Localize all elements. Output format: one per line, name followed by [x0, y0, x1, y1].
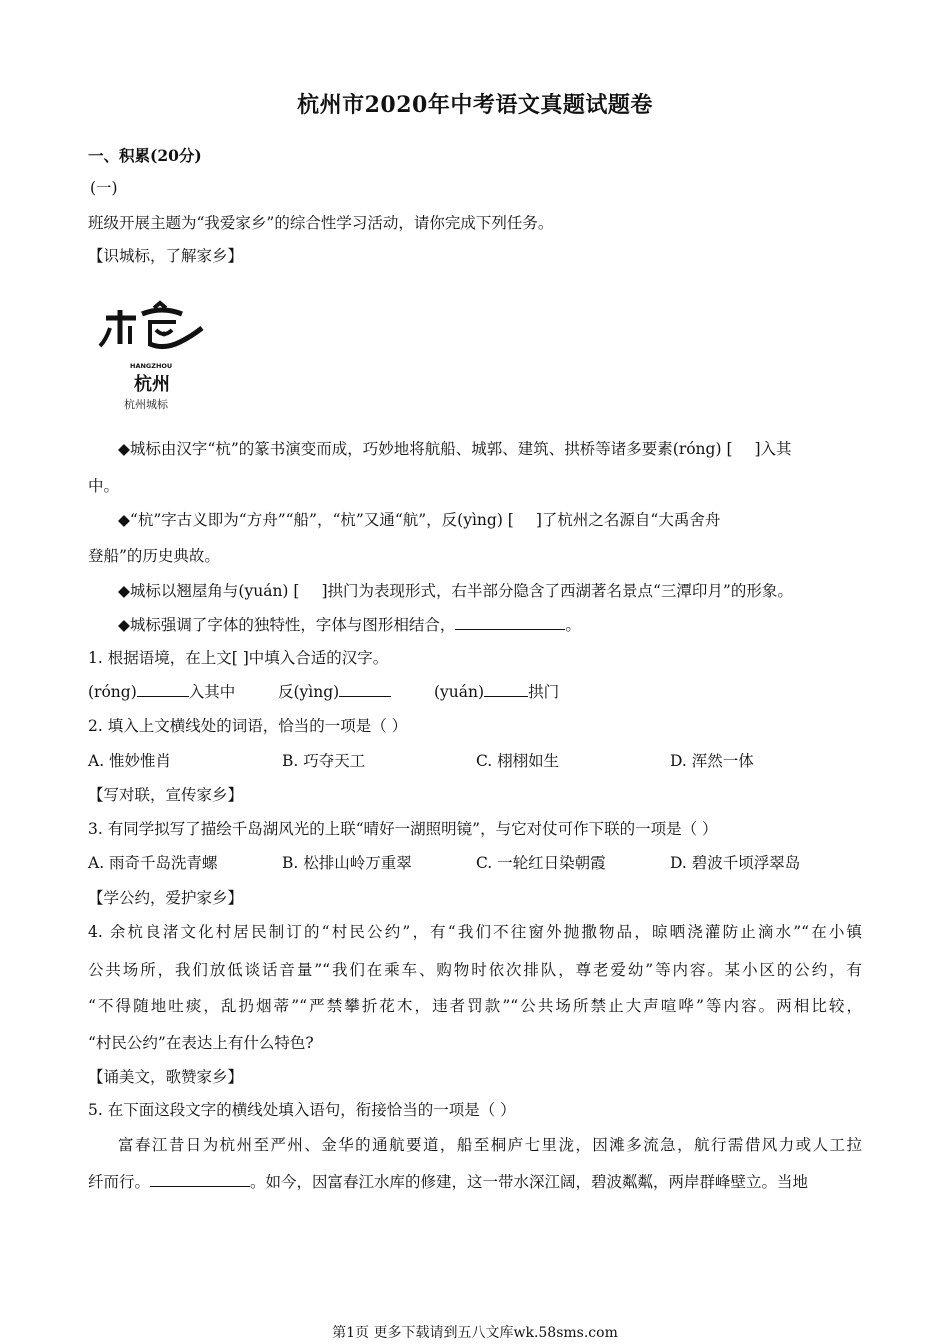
heading-convention: 【学公约，爱护家乡】	[88, 889, 244, 907]
q1-blank-a	[88, 682, 235, 702]
q1-blank-c	[434, 682, 559, 702]
q2-option-d[interactable]: D. 浑然一体	[670, 752, 754, 770]
bullet-2-line-2: 登船”的历史典故。	[88, 547, 220, 565]
heading-recite: 【诵美文，歌赞家乡】	[88, 1068, 244, 1086]
question-4-line-1: 4. 余杭良渚文化村居民制订的“村民公约”，有“我们不往窗外抛撒物品，晾晒浇灌防止滴水”“在小镇	[88, 923, 862, 941]
bullet-4-tail: 。	[565, 616, 581, 634]
q1-c-blank[interactable]	[484, 682, 528, 697]
page-footer: 第1页 更多下载请到五八文库wk.58sms.com	[332, 1325, 618, 1341]
heading-couplet: 【写对联，宣传家乡】	[88, 786, 244, 804]
bullet-1-line-2: 中。	[88, 477, 120, 495]
q3-option-c[interactable]: C. 一轮红日染朝霞	[476, 854, 606, 872]
logo-caption: 杭州城标	[124, 398, 168, 411]
bullet-1-line-1	[118, 439, 792, 459]
question-5: 5. 在下面这段文字的横线处填入语句，衔接恰当的一项是（ ）	[88, 1101, 516, 1119]
q5-passage-start: 纤而行。	[88, 1173, 151, 1191]
q5-passage-line-1: 富春江昔日为杭州至严州、金华的通航要道，船至桐庐七里泷，因滩多流急，航行需借风力或人工拉	[118, 1136, 862, 1154]
bullet-3-text: ◆城标以翘屋角与(yuán) [	[118, 582, 300, 600]
q5-fill-blank[interactable]	[150, 1172, 250, 1187]
page-title: 杭州市2020年中考语文真题试题卷	[297, 92, 653, 118]
question-4-line-2: 公共场所，我们放低谈话音量”“我们在乘车、购物时依次排队，尊老爱幼”等内容。某小区的公约，有	[88, 961, 862, 979]
subsection-heading: (一)	[90, 179, 118, 197]
bullet-2-text: ◆“杭”字古义即为“方舟”“船”，“杭”又通“航”，反(yìng) [	[118, 511, 514, 529]
bullet-4-line	[118, 615, 581, 635]
logo-en-text: HANGZHOU	[130, 362, 173, 370]
q1-b-pinyin: 反(yìng)	[278, 683, 340, 701]
section-heading: 一、积累(20分)	[88, 146, 202, 165]
question-3: 3. 有同学拟写了描绘千岛湖风光的上联“晴好一湖照明镜”，与它对仗可作下联的一项是（ ）	[88, 820, 718, 838]
q3-option-d[interactable]: D. 碧波千顷浮翠岛	[670, 854, 801, 872]
city-logo-icon	[96, 300, 208, 412]
q3-option-a[interactable]: A. 雨奇千岛洗青螺	[88, 854, 218, 872]
q2-option-b[interactable]: B. 巧夺天工	[282, 752, 366, 770]
bullet-3-tail: ]拱门为表现形式，右半部分隐含了西湖著名景点“三潭印月”的形象。	[321, 582, 793, 600]
question-4-line-4: “村民公约”在表达上有什么特色?	[88, 1034, 314, 1052]
heading-identify: 【识城标，了解家乡】	[88, 247, 244, 265]
q1-a-blank[interactable]	[137, 682, 189, 697]
bullet-3-line	[118, 581, 793, 601]
intro-text: 班级开展主题为“我爱家乡”的综合性学习活动，请你完成下列任务。	[88, 214, 554, 232]
question-2: 2. 填入上文横线处的词语，恰当的一项是（ ）	[88, 717, 408, 735]
question-4-line-3: “不得随地吐痰，乱扔烟蒂”“严禁攀折花木，违者罚款”“公共场所禁止大声喧哗”等内容。两相比较，	[88, 997, 862, 1015]
q5-passage-rest: 。如今，因富春江水库的修建，这一带水深江阔，碧波粼粼，两岸群峰壁立。当地	[250, 1173, 809, 1191]
bullet-2-line-1	[118, 510, 720, 530]
q1-a-pinyin: (róng)	[88, 683, 137, 701]
q2-option-a[interactable]: A. 惟妙惟肖	[88, 752, 172, 770]
q1-c-pinyin: (yuán)	[434, 683, 485, 701]
q3-option-b[interactable]: B. 松排山岭万重翠	[282, 854, 412, 872]
hangzhou-city-logo	[96, 300, 208, 412]
q1-blank-b	[278, 682, 391, 702]
q1-b-blank[interactable]	[339, 682, 391, 697]
bullet-1-text: ◆城标由汉字“杭”的篆书演变而成，巧妙地将航船、城郭、建筑、拱桥等诸多要素(róng) [	[118, 440, 733, 458]
q1-a-tail: 入其中	[188, 683, 236, 701]
q1-c-tail: 拱门	[528, 683, 560, 701]
bullet-1-tail: ]入其	[754, 440, 792, 458]
logo-cn-text: 杭州	[134, 374, 170, 395]
bullet-2-tail: ]了杭州之名源自“大禹舍舟	[535, 511, 721, 529]
q5-passage-line-2	[88, 1172, 808, 1192]
bullet-4-text: ◆城标强调了字体的独特性，字体与图形相结合，	[118, 616, 456, 634]
q2-option-c[interactable]: C. 栩栩如生	[476, 752, 560, 770]
fill-blank[interactable]	[455, 615, 565, 630]
question-1: 1. 根据语境，在上文[ ]中填入合适的汉字。	[88, 649, 389, 667]
